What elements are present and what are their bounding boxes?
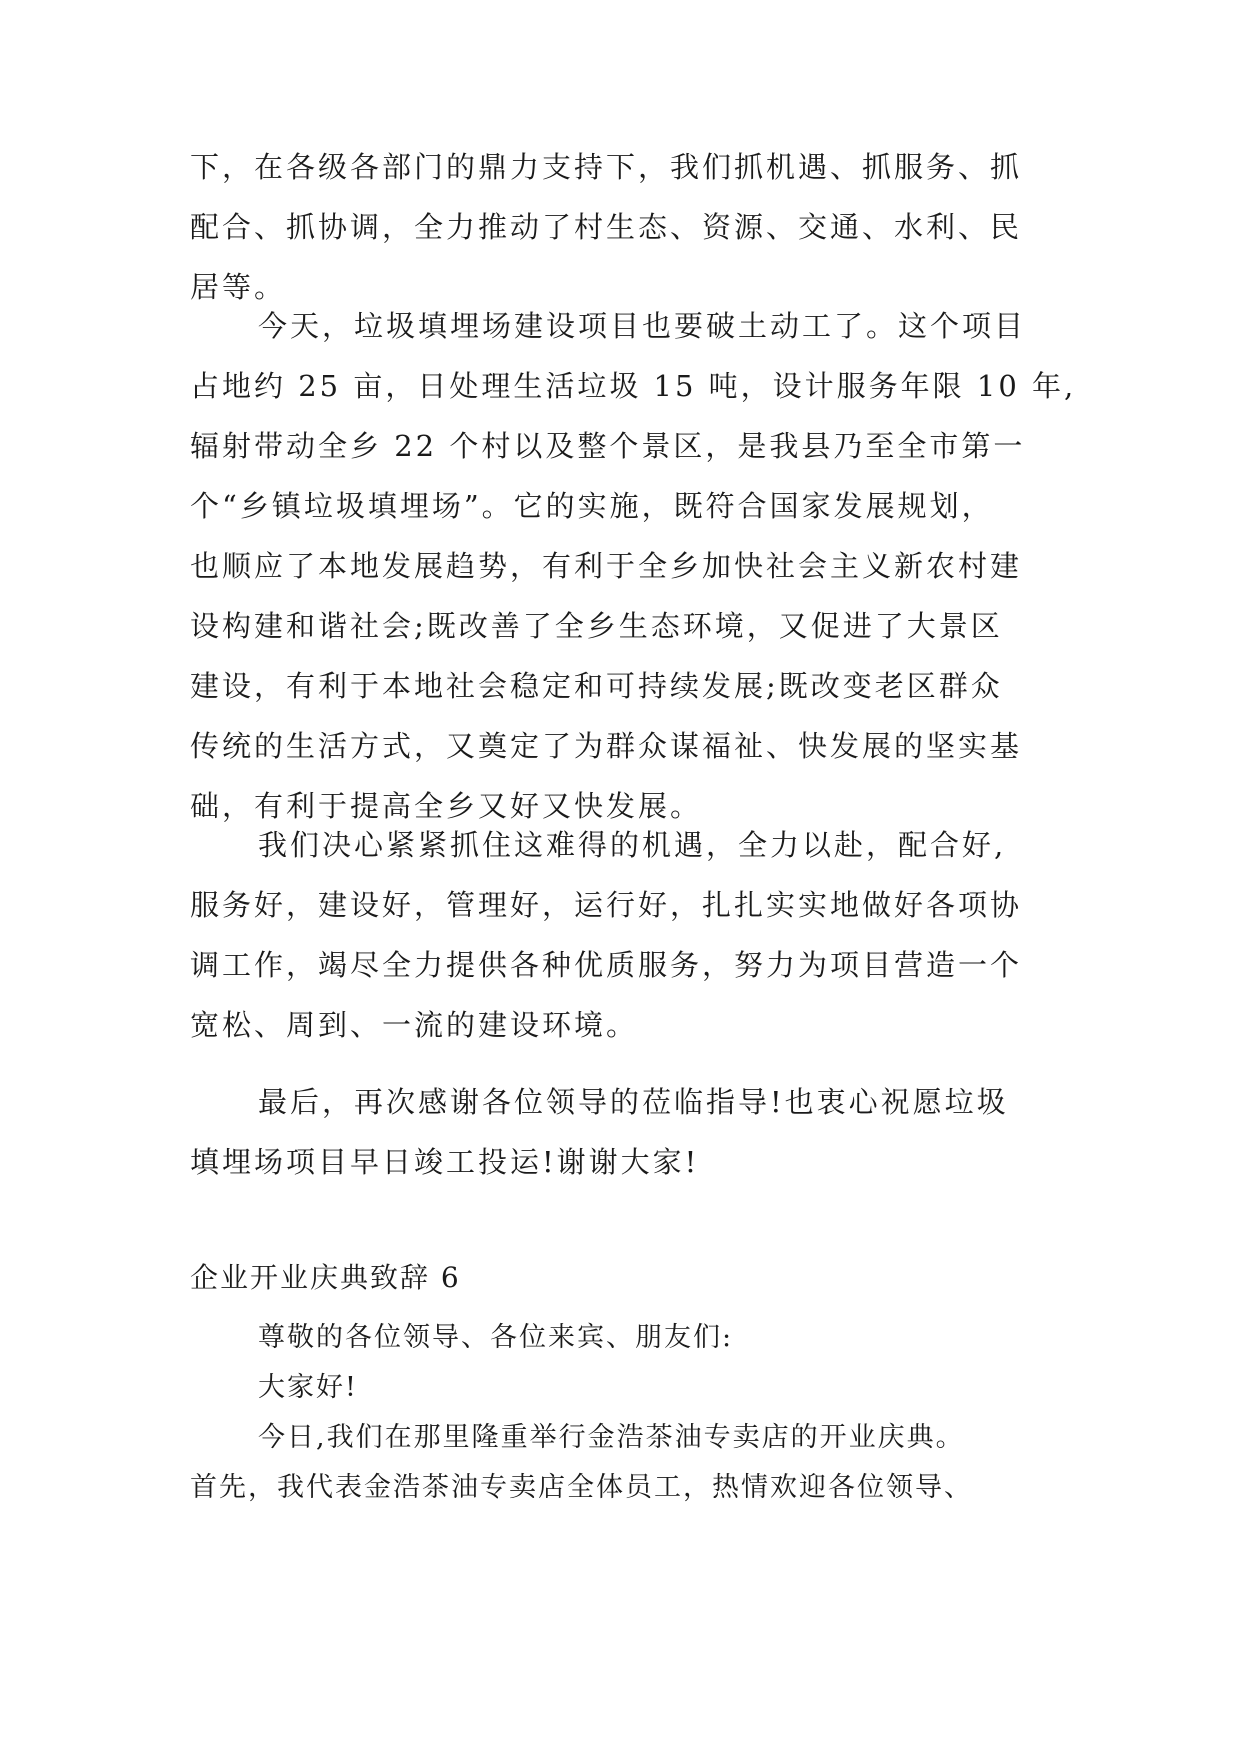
text-line: 首先，我代表金浩茶油专卖店全体员工，热情欢迎各位领导、 [190, 1472, 973, 1503]
text-line: 础，有利于提高全乡又好又快发展。 [190, 789, 703, 823]
text-line: 下，在各级各部门的鼎力支持下，我们抓机遇、抓服务、抓 [190, 150, 1023, 184]
text-line: 今天，垃圾填埋场建设项目也要破土动工了。这个项目 [258, 309, 1027, 343]
text-line: 辐射带动全乡 22 个村以及整个景区，是我县乃至全市第一 [190, 429, 1026, 463]
paragraph-5 [190, 1413, 1070, 1513]
text-line: 宽松、周到、一流的建设环境。 [190, 1008, 639, 1042]
text-line: 今日,我们在那里隆重举行金浩茶油专卖店的开业庆典。 [258, 1422, 965, 1453]
text-line: 个“乡镇垃圾填埋场”。它的实施，既符合国家发展规划， [190, 489, 994, 523]
text-line: 传统的生活方式，又奠定了为群众谋福祉、快发展的坚实基 [190, 729, 1023, 763]
hello-line: 大家好! [258, 1372, 358, 1403]
paragraph-4 [190, 1072, 1070, 1192]
section-title: 企业开业庆典致辞 6 [190, 1261, 461, 1294]
text-line: 建设，有利于本地社会稳定和可持续发展;既改变老区群众 [190, 669, 1003, 703]
text-line: 也顺应了本地发展趋势，有利于全乡加快社会主义新农村建 [190, 549, 1023, 583]
text-line: 最后，再次感谢各位领导的莅临指导!也衷心祝愿垃圾 [258, 1085, 1009, 1119]
text-line: 占地约 25 亩，日处理生活垃圾 15 吨，设计服务年限 10 年, [190, 369, 1077, 403]
text-line: 服务好，建设好，管理好，运行好，扎扎实实地做好各项协 [190, 888, 1023, 922]
text-line: 调工作，竭尽全力提供各种优质服务，努力为项目营造一个 [190, 948, 1023, 982]
text-line: 填埋场项目早日竣工投运!谢谢大家! [190, 1145, 700, 1179]
paragraph-2 [190, 296, 1077, 836]
text-line: 设构建和谐社会;既改善了全乡生态环境，又促进了大景区 [190, 609, 1003, 643]
text-line: 配合、抓协调，全力推动了村生态、资源、交通、水利、民 [190, 210, 1023, 244]
text-line: 居等。 [190, 270, 287, 304]
paragraph-1 [190, 137, 1070, 317]
greeting-block [190, 1313, 1070, 1413]
greeting-line: 尊敬的各位领导、各位来宾、朋友们: [258, 1322, 734, 1353]
paragraph-3 [190, 815, 1070, 1055]
text-line: 我们决心紧紧抓住这难得的机遇，全力以赴，配合好, [258, 828, 1007, 862]
